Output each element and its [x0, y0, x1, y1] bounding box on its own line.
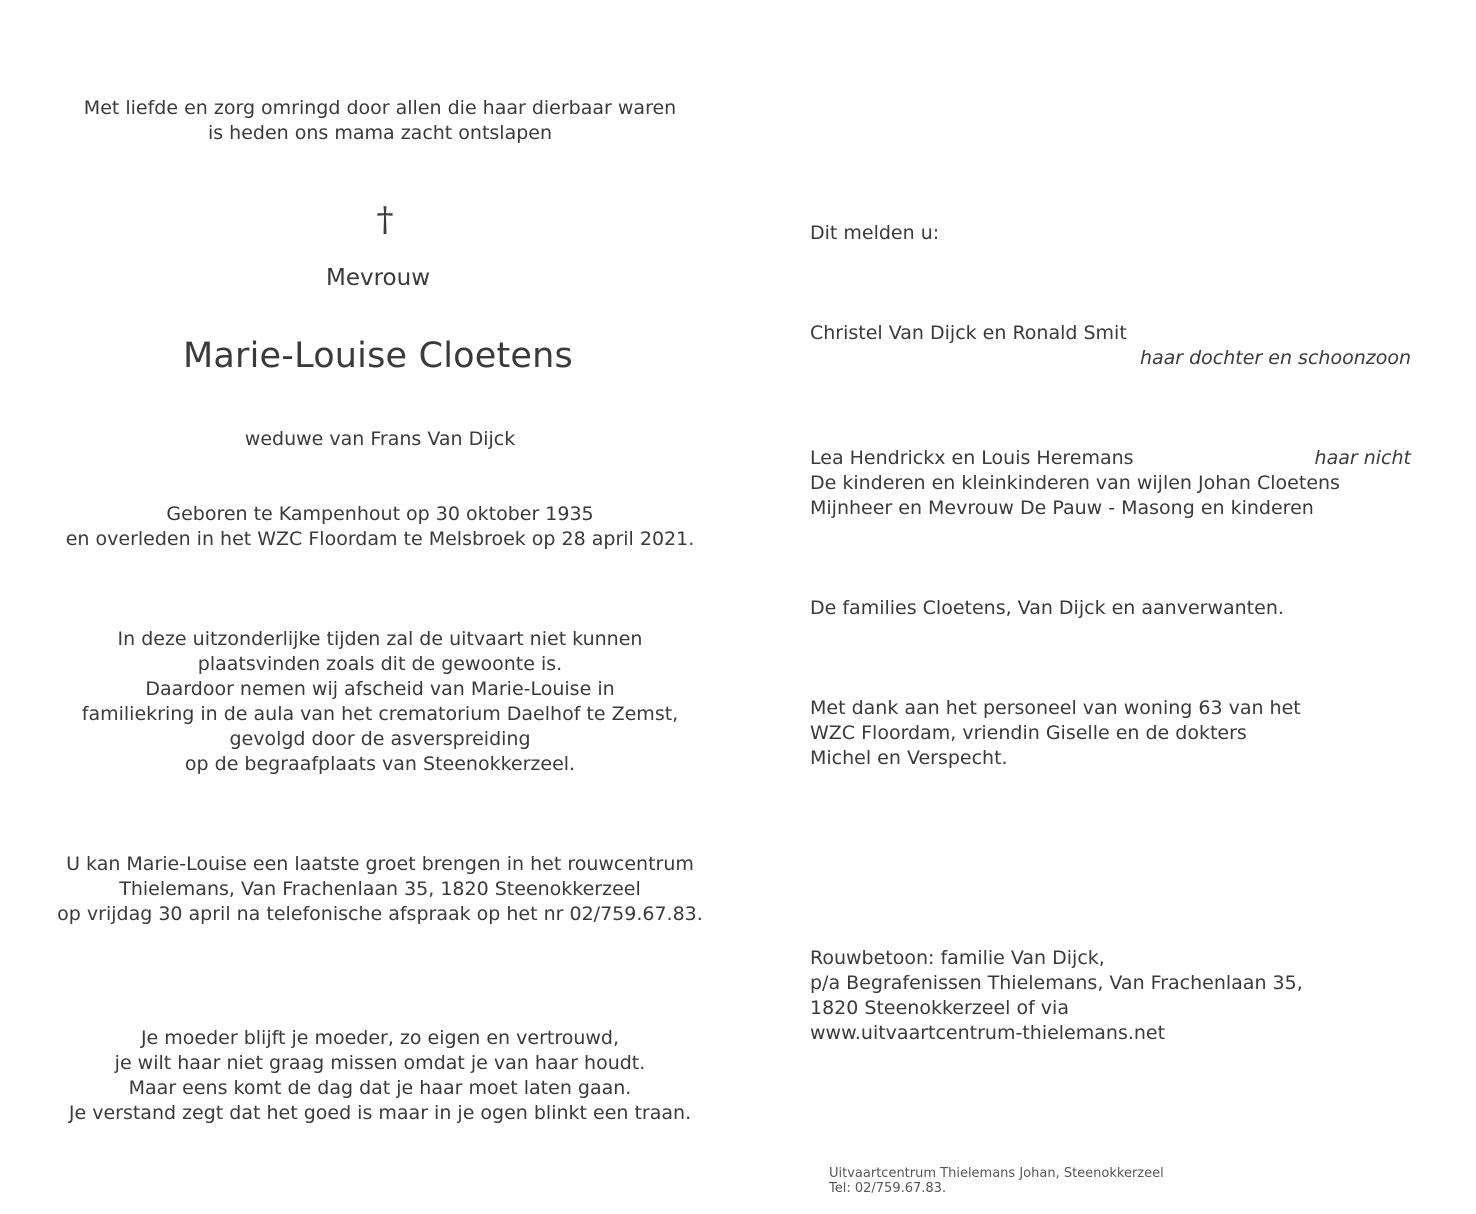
thanks-line: WZC Floordam, vriendin Giselle en de dokters [810, 722, 1247, 744]
thanks-text [810, 696, 1420, 771]
poem-line: Je moeder blijft je moeder, zo eigen en vertrouwd, [140, 1027, 620, 1049]
niece-relation: haar nicht [1314, 447, 1411, 469]
relatives-line: De kinderen en kleinkinderen van wijlen Johan Cloetens [810, 472, 1340, 494]
ceremony-line: In deze uitzonderlijke tijden zal de uitvaart niet kunnen [117, 628, 643, 650]
ceremony-line: Daardoor nemen wij afscheid van Marie-Louise in [145, 678, 615, 700]
thanks-line: Met dank aan het personeel van woning 63 van het [810, 697, 1301, 719]
visit-line: U kan Marie-Louise een laatste groet brengen in het rouwcentrum [66, 853, 694, 875]
poem-line: Je verstand zegt dat het goed is maar in je ogen blinkt een traan. [68, 1102, 692, 1124]
ceremony-line: op de begraafplaats van Steenokkerzeel. [184, 753, 576, 775]
intro-line: is heden ons mama zacht ontslapen [207, 122, 553, 144]
cross-icon: † [376, 200, 394, 240]
widow-of-line: weduwe van Frans Van Dijck [244, 428, 516, 450]
condolences-line: p/a Begrafenissen Thielemans, Van Frachenlaan 35, [810, 972, 1303, 994]
visit-text [0, 852, 760, 927]
niece-row [810, 446, 1411, 471]
salutation: Mevrouw [325, 265, 431, 291]
widow-of [0, 427, 760, 452]
daughter-entry [810, 321, 1411, 371]
ceremony-text [0, 627, 760, 777]
footer-line: Tel: 02/759.67.83. [829, 1181, 947, 1196]
footer-line: Uitvaartcentrum Thielemans Johan, Steenokkerzeel [829, 1166, 1164, 1181]
visit-line: op vrijdag 30 april na telefonische afspraak op het nr 02/759.67.83. [57, 903, 703, 925]
deceased-name: Marie-Louise Cloetens [182, 336, 573, 376]
ceremony-line: gevolgd door de asverspreiding [229, 728, 531, 750]
birth-death-line: Geboren te Kampenhout op 30 oktober 1935 [166, 503, 594, 525]
poem-line: Maar eens komt de dag dat je haar moet laten gaan. [128, 1077, 632, 1099]
relatives-line: Mijnheer en Mevrouw De Pauw - Masong en kinderen [810, 497, 1314, 519]
announce-intro-line: Dit melden u: [810, 222, 940, 244]
thanks-line: Michel en Verspecht. [810, 747, 1008, 769]
intro-line: Met liefde en zorg omringd door allen die haar dierbaar waren [83, 97, 677, 119]
ceremony-line: plaatsvinden zoals dit de gewoonte is. [197, 653, 563, 675]
daughter-names: Christel Van Dijck en Ronald Smit [810, 322, 1127, 344]
relatives-entry [810, 446, 1411, 521]
announce-intro [810, 221, 1420, 246]
birth-death [0, 502, 760, 552]
intro-text [0, 96, 760, 146]
funeral-home-footer [829, 1166, 1164, 1196]
families-entry [810, 596, 1420, 621]
niece-names: Lea Hendrickx en Louis Heremans [810, 447, 1134, 469]
condolences-text [810, 946, 1420, 1046]
condolences-line: 1820 Steenokkerzeel of via [810, 997, 1069, 1019]
condolences-website: www.uitvaartcentrum-thielemans.net [810, 1022, 1166, 1044]
ceremony-line: familiekring in de aula van het crematorium Daelhof te Zemst, [81, 703, 679, 725]
families-line: De families Cloetens, Van Dijck en aanverwanten. [810, 597, 1284, 619]
poem-line: je wilt haar niet graag missen omdat je van haar houdt. [114, 1052, 646, 1074]
birth-death-line: en overleden in het WZC Floordam te Melsbroek op 28 april 2021. [65, 528, 695, 550]
condolences-line: Rouwbetoon: familie Van Dijck, [810, 947, 1105, 969]
visit-line: Thielemans, Van Frachenlaan 35, 1820 Steenokkerzeel [119, 878, 641, 900]
daughter-relation: haar dochter en schoonzoon [1139, 347, 1411, 369]
poem [0, 1026, 760, 1126]
